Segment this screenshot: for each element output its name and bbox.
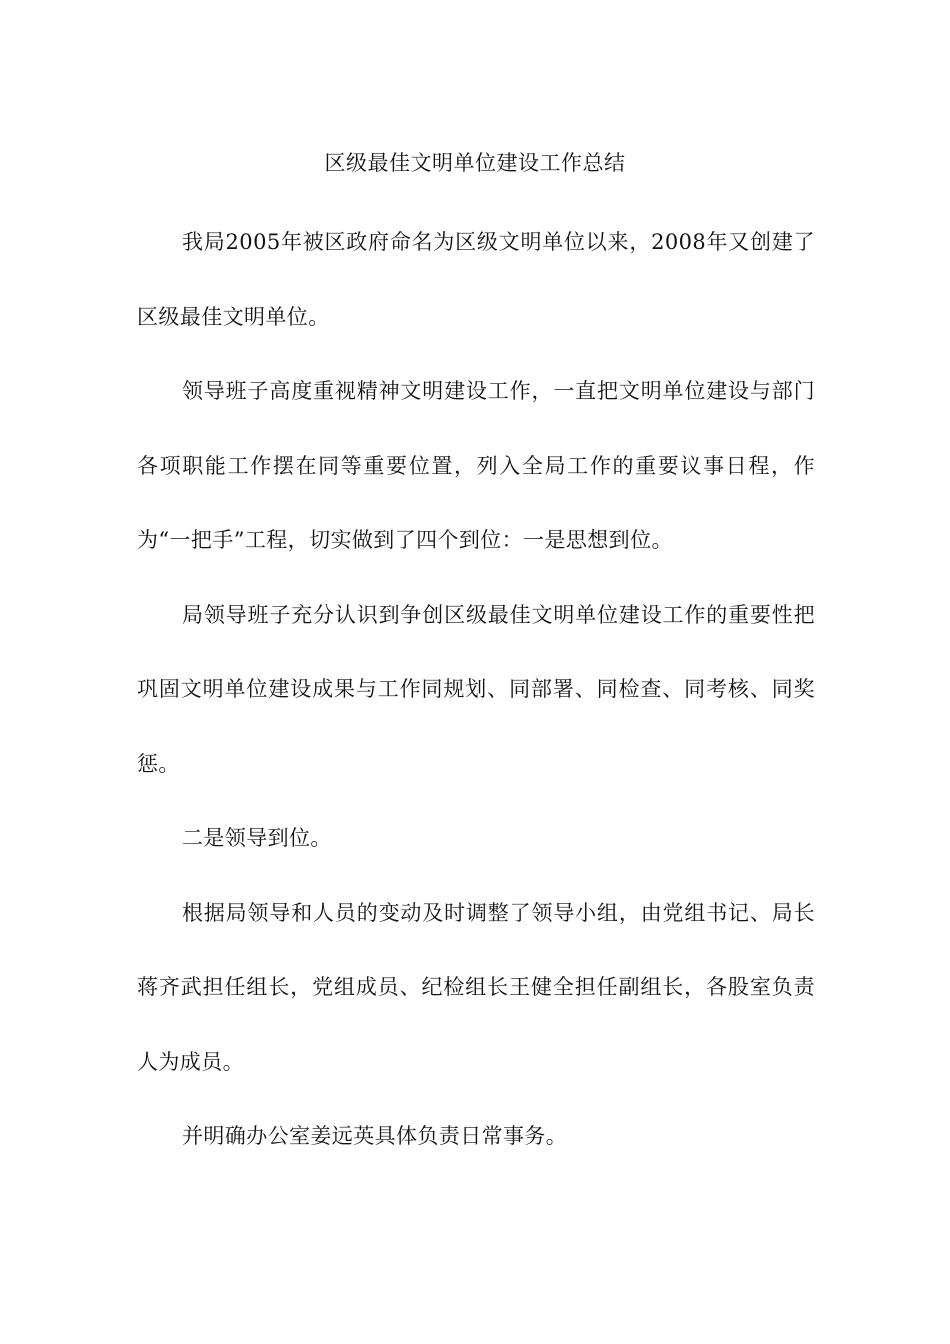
paragraph: 根据局领导和人员的变动及时调整了领导小组，由党组书记、局长蒋齐武担任组长，党组成员、纪检组长王健全担任副组长，各股室负责人为成员。 [137,900,815,1074]
paragraph: 局领导班子充分认识到争创区级最佳文明单位建设工作的重要性把巩固文明单位建设成果与工作同规划、同部署、同检查、同考核、同奖惩。 [137,602,815,776]
paragraph: 二是领导到位。 [182,826,332,850]
paragraph: 并明确办公室姜远英具体负责日常事务。 [182,1124,568,1148]
document-title: 区级最佳文明单位建设工作总结 [324,151,626,175]
document-body [137,205,815,1174]
paragraph: 我局2005年被区政府命名为区级文明单位以来，2008年又创建了区级最佳文明单位。 [137,230,815,329]
paragraph: 领导班子高度重视精神文明建设工作，一直把文明单位建设与部门各项职能工作摆在同等重要位置，列入全局工作的重要议事日程，作为“一把手”工程，切实做到了四个到位：一是思想到位。 [137,379,815,552]
